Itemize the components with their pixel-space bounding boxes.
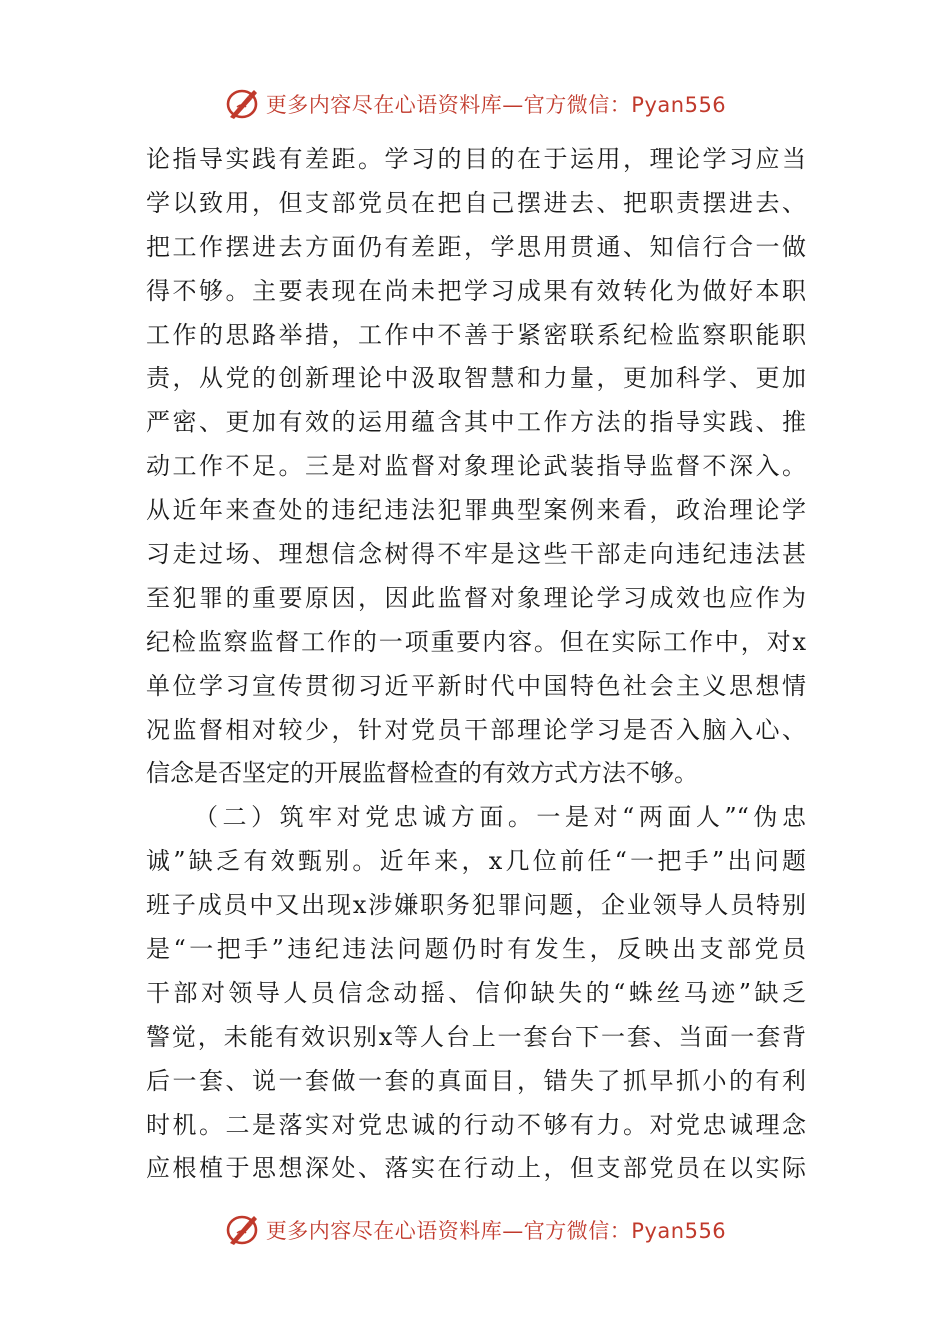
body-line-14: 况监督相对较少，针对党员干部理论学习是否入脑入心、 (146, 715, 806, 744)
body-line-21: 警觉，未能有效识别x等人台上一套台下一套、当面一套背 (146, 1022, 806, 1051)
body-line-15: 信念是否坚定的开展监督检查的有效方式方法不够。 (146, 759, 698, 788)
pen-circle-logo-icon (224, 87, 260, 121)
body-line-3: 把工作摆进去方面仍有差距，学思用贯通、知信行合一做 (146, 232, 806, 261)
body-line-7: 严密、更加有效的运用蕴含其中工作方法的指导实践、推 (146, 408, 806, 437)
footer-banner-text: 更多内容尽在心语资料库—官方微信：Pyan556 (265, 1219, 727, 1243)
body-line-5: 工作的思路举措，工作中不善于紧密联系纪检监察职能职 (146, 320, 806, 349)
header-banner-text: 更多内容尽在心语资料库—官方微信：Pyan556 (265, 93, 727, 117)
body-line-12: 纪检监察监督工作的一项重要内容。但在实际工作中，对x (146, 627, 806, 656)
body-line-16: （二）筑牢对党忠诚方面。一是对“两面人”“伪忠 (194, 803, 806, 832)
header-banner (0, 82, 950, 126)
body-line-23: 时机。二是落实对党忠诚的行动不够有力。对党忠诚理念 (146, 1110, 806, 1139)
body-line-24: 应根植于思想深处、落实在行动上，但支部党员在以实际 (146, 1154, 806, 1183)
footer-banner (0, 1208, 950, 1252)
body-line-8: 动工作不足。三是对监督对象理论武装指导监督不深入。 (146, 452, 806, 481)
body-line-2: 学以致用，但支部党员在把自己摆进去、把职责摆进去、 (146, 188, 806, 217)
body-line-6: 责，从党的创新理论中汲取智慧和力量，更加科学、更加 (146, 364, 806, 393)
body-line-10: 习走过场、理想信念树得不牢是这些干部走向违纪违法甚 (146, 540, 806, 569)
body-line-9: 从近年来查处的违纪违法犯罪典型案例来看，政治理论学 (146, 496, 806, 525)
body-line-13: 单位学习宣传贯彻习近平新时代中国特色社会主义思想情 (146, 671, 806, 700)
body-line-1: 论指导实践有差距。学习的目的在于运用，理论学习应当 (146, 145, 806, 173)
body-line-11: 至犯罪的重要原因，因此监督对象理论学习成效也应作为 (146, 583, 806, 612)
body-line-22: 后一套、说一套做一套的真面目，错失了抓早抓小的有利 (146, 1066, 806, 1095)
document-body (146, 138, 806, 1191)
body-line-18: 班子成员中又出现x涉嫌职务犯罪问题，企业领导人员特别 (146, 891, 806, 920)
body-line-4: 得不够。主要表现在尚未把学习成果有效转化为做好本职 (146, 276, 806, 305)
body-line-20: 干部对领导人员信念动摇、信仰缺失的“蛛丝马迹”缺乏 (146, 978, 806, 1007)
body-line-19: 是“一把手”违纪违法问题仍时有发生，反映出支部党员 (146, 935, 806, 964)
body-line-17: 诚”缺乏有效甄别。近年来，x几位前任“一把手”出问题 (146, 847, 806, 876)
pen-circle-logo-icon (224, 1213, 260, 1247)
